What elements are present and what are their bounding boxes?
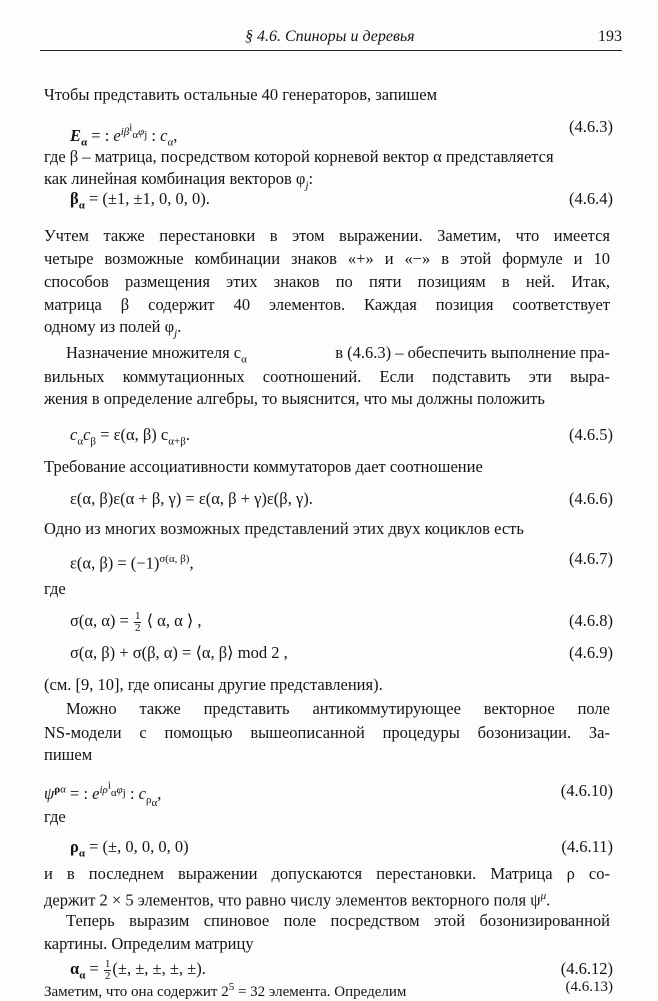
page-number: 193 [598,28,622,45]
eq-number: (4.6.6) [569,489,613,508]
equation-4-6-11: $\rho_\alpha$ = (±, 0, 0, 0, 0) [70,837,189,860]
eq-number: (4.6.13) [565,979,613,995]
text-line: четыре возможные комбинации знаков «+» и «−» в этой формуле и 10 [44,249,610,268]
equation-4-6-12: $\alpha_\alpha$ = $\frac{1}{2}$ (±, ±, ±, ±, ±). [70,957,206,982]
eq-number: (4.6.11) [561,837,613,856]
text-line: как линейная комбинация векторов $\varphi_j$: [44,169,314,192]
equation-4-6-3: $E_\alpha$ = : $e^{i\beta^i_\alpha\varphi_j}$ : $c_\alpha$, [70,121,178,149]
text-line: Одно из многих возможных представлений этих двух коциклов есть [44,519,524,538]
equation-4-6-4: $\beta_\alpha = (\pm 1$, ±1, 0, 0, 0). [70,189,210,212]
text-line: где [44,807,66,826]
text-line: жения в определение алгебры, то выяснится, что мы должны положить [44,389,545,408]
text-line: способов размещения этих знаков по пяти позициям в ней. Итак, [44,272,610,291]
text-line: Чтобы представить остальные 40 генераторов, запишем [44,85,438,104]
equation-4-6-7: ε(α, $\beta) = (-1)^{\sigma(\alpha, \beta)}$, [70,553,194,573]
text-line: картины. Определим матрицу [44,934,254,953]
text-line: одному из полей $\varphi_j$. [44,317,182,340]
running-header [40,26,622,51]
header-title: § 4.6. Спиноры и деревья [245,28,415,45]
text-line: Теперь выразим спиновое поле посредством этой бозонизированной [66,911,610,930]
equation-4-6-9: σ(α, β) + σ(β, α) = ⟨α, β⟩ mod 2 , [70,643,288,662]
fraction-one-half: $\frac{1}{2}$ [134,609,141,634]
text-line: Заметим, что она содержит $2^5 = 32$ элемента. Определим [44,981,407,1000]
equation-4-6-5: $c_\alpha c_\beta = \varepsilon(\alpha$, β) $c_{\alpha+\beta}$. [70,425,190,448]
text-line: Назначение множителя $c_\alpha$ в (4.6.3) – обеспечить выполнение пра- [66,343,610,366]
equation-4-6-10: $\psi^{\rho\alpha}$ = : $e^{i\rho^i_\alpha\varphi_j}$ : $c_{\rho_\alpha}$, [44,779,162,810]
text-line: NS-модели с помощью вышеописанной процедуры бозонизации. За- [44,723,610,742]
eq-number: (4.6.12) [560,959,613,978]
eq-number: (4.6.7) [569,549,613,568]
eq-number: (4.6.5) [569,425,613,444]
eq-number: (4.6.3) [569,117,613,136]
text-line: и в последнем выражении допускаются перестановки. Матрица ρ со- [44,864,610,883]
text-line: (см. [9, 10], где описаны другие представления). [44,675,383,694]
eq-number: (4.6.9) [569,643,613,662]
text-line: держит 2 × 5 элементов, что равно числу элементов векторного поля $\psi^\mu$. [44,890,551,910]
text-line: где β – матрица, посредством которой корневой вектор α представляется [44,147,554,166]
fraction-one-half: $\frac{1}{2}$ [104,957,111,982]
equation-4-6-6: ε(α, β)ε(α + β, γ) = ε(α, β + γ)ε(β, γ). [70,489,313,508]
text-line: вильных коммутационных соотношений. Если подставить эти выра- [44,367,610,386]
text-line: матрица β содержит 40 элементов. Каждая позиция соответствует [44,295,610,314]
text-line: Можно также представить антикоммутирующее векторное поле [66,699,610,718]
text-line: Требование ассоциативности коммутаторов дает соотношение [44,457,483,476]
eq-number: (4.6.10) [560,781,613,800]
eq-number: (4.6.8) [569,611,613,630]
text-line: Учтем также перестановки в этом выражении. Заметим, что имеется [44,226,610,245]
eq-number: (4.6.4) [569,189,613,208]
text-line: где [44,579,66,598]
equation-4-6-8: σ(α, α) = $\frac{1}{2}$ ⟨ α, α ⟩ , [70,609,202,634]
text-line: пишем [44,745,93,764]
